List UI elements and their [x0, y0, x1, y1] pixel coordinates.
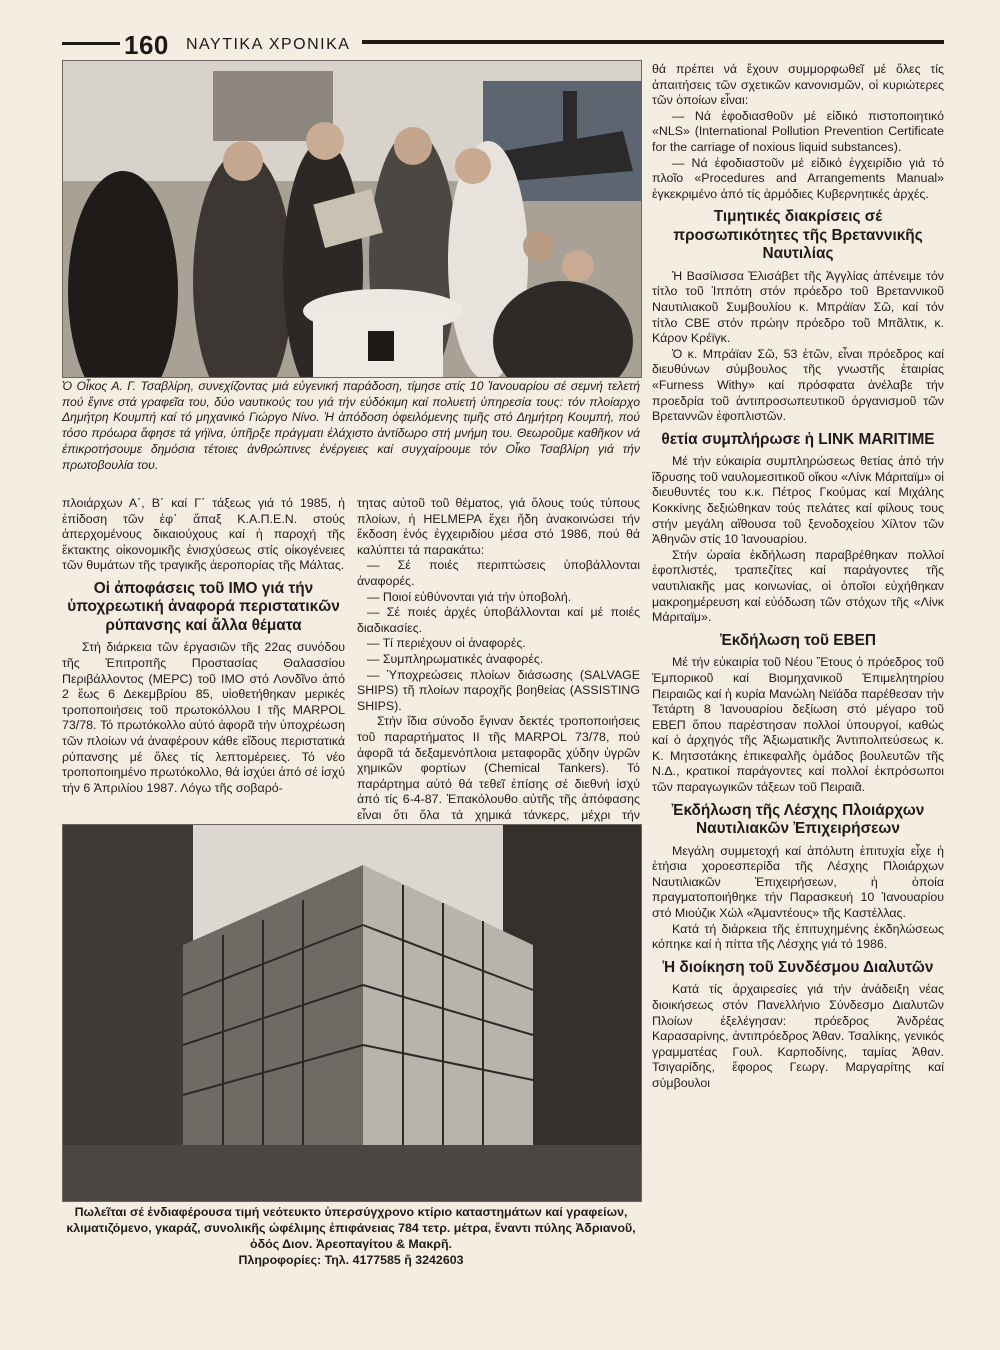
building-photo	[62, 824, 642, 1202]
captains-club-heading: Ἐκδήλωση τῆς Λέσχης Πλοιάρχων Ναυτιλιακῶν Ἐπιχειρήσεων	[671, 801, 925, 838]
helmepa-paragraph: τητας αὐτοῦ τοῦ θέματος, γιά ὅλους τούς τύπους πλοίων, ἡ HELMEPA ἔχει ἤδη ἀνακοινώσει τήν ἔκδοση ἑνός ἐγχειριδίου μέσα στό 1986, πού θά καλύπτει τά παρακάτω:	[357, 496, 640, 557]
list-item: — Σέ ποιές περιπτώσεις ὑποβάλλονται ἀναφορές.	[357, 558, 640, 588]
photo-building-icon	[63, 825, 641, 1201]
right-intro: θά πρέπει νά ἔχουν συμμορφωθεῖ μέ ὅλες τίς ἀπαιτήσεις τῶν σχετικῶν κανονισμῶν, οἱ κυριώτερες τῶν ὁποίων εἶναι:	[652, 62, 944, 108]
photo-ceremony-icon	[63, 61, 641, 377]
header-rule-right	[362, 40, 944, 44]
link-maritime-paragraph-1: Μέ τήν εὐκαιρία συμπληρώσεως θετίας ἀπό τήν ἵδρυσης τοῦ ναυλομεσιτικοῦ οἴκου «Λίνκ Μάριταϊμ» οἱ διευθυντές του κ.κ. Πέτρος Γκούμας καί Μιχάλης Κοκκίνης δεξιώθηκαν τούς πελάτες καί φίλους τους στήν μεγάλη αἴθουσα τοῦ ξενοδοχείου Χίλτον τῶν Ἀθηνῶν στίς 10 Ἰανουαρίου.	[652, 454, 944, 547]
ad-text: Πωλεῖται σέ ἐνδιαφέρουσα τιμή νεότευκτο ὑπερσύγχρονο κτίριο καταστημάτων καί γραφείων, κλιματιζόμενο, γκαράζ, συνολικῆς ὠφέλιμης ἐπιφάνειας 784 τετρ. μέτρα, ἔναντι πύλης Ἀδριανοῦ, ὁδός Διον. Ἀρεοπαγίτου & Μακρῆ.	[66, 1205, 636, 1251]
nls-item: — Νά ἐφοδιασθοῦν μέ εἰδικό πιστοποιητικό «NLS» (International Pollution Prevention Certificate for the carriage of noxious liquid substances).	[652, 108, 944, 154]
header-rule-left	[62, 42, 120, 45]
list-item: — Ποιοί εὐθύνονται γιά τήν ὑποβολή.	[367, 589, 572, 604]
list-item: — Σέ ποιές ἀρχές ὑποβάλλονται καί μέ ποιές διαδικασίες.	[357, 605, 640, 635]
column-left	[62, 496, 345, 796]
photo-caption: Ὁ Οἶκος Α. Γ. Τσαβλίρη, συνεχίζοντας μιά εὐγενική παράδοση, τίμησε στίς 10 Ἰανουαρίου σέ σεμνή τελετή πού ἔγινε στά γραφεῖα του, δύο ναυτικούς του γιά τήν εὐδόκιμη καί πολυετή ὑπηρεσία τους: τόν πλοίαρχο Δημήτρη Κουμπή καί τό μηχανικό Γιώργο Νίνο. Ἡ ἀπόδοση ὀφειλόμενης τιμῆς στό Δημήτρη Κουμπή, πού τόσο πρόωρα ἄφησε τά γήϊνα, ὑπῆρξε πράγματι ἐλάχιστο ἀντίδωρο στή μνήμη του. Θεωροῦμε καθῆκον νά ἐπικροτήσουμε δημόσια τέτοιες ἀνθρώπινες ἐνέργειες καί συγχαίρουμε τόν Οἶκο Τσαβλίρη γιά τήν πρωτοβουλία του.	[62, 379, 640, 472]
ceremony-photo	[62, 60, 642, 378]
list-item: — Συμπληρωματικές ἀναφορές.	[367, 651, 544, 666]
manual-item: — Νά ἐφοδιαστοῦν μέ εἰδικό ἐγχειρίδιο γιά τό πλοῖο «Procedures and Arrangements Manual» ἐγκεκριμένο ἀπό τίς ἁρμόδιες Κυβερνητικές ἀρχές.	[652, 155, 944, 201]
imo-paragraph: Στή διάρκεια τῶν ἐργασιῶν τῆς 22ας συνόδου τῆς Ἐπιτροπῆς Προστασίας Θαλασσίου Περιβάλλοντος (MEPC) τοῦ ΙΜΟ στό Λονδῖνο ἀπό 2 ἕως 6 Δεκεμβρίου 85, υἱοθετήθηκαν μερικές τροποποιήσεις τοῦ πρωτοκόλλου I τῆς MARPOL 73/78. Τό πρωτόκολλο αὐτό ἀφορᾶ τήν ὑποχρέωση τῶν πλοίων νά ἀναφέρουν κάθε εἴδους περιστατικά ρύπανσης μέ ὅλες τίς λεπτομέρειες. Τό νέο τροποποιημένο πρωτόκολλο, θά ἰσχύει ἀπό σέ ἰσχύ τήν 6 Ἀπριλίου 1987. Λόγω τῆς σοβαρό-	[62, 640, 345, 795]
link-maritime-heading: θετία συμπλήρωσε ἡ LINK MARITIME	[661, 430, 935, 448]
marpol-paragraph: Στήν ἴδια σύνοδο ἔγιναν δεκτές τροποποιήσεις τοῦ παραρτήματος II τῆς MARPOL 73/78, πού ἀφορᾶ τά δεξαμενόπλοια μεταφορᾶς χύδην ὑγρῶν χημικῶν φορτίων (Chemical Tankers). Τό παράρτημα αὐτό θά τεθεῖ ἐπίσης σέ διεθνή ἰσχύ ἀπό τίς 6-4-87. Ἐπακόλουθο αὐτῆς τῆς ἀπόφασης εἶναι ὅτι ὅλα τά χημικά τάνκερς, μέχρι τήν	[357, 714, 640, 822]
honours-paragraph-2: Ὁ κ. Μπράϊαν Σῶ, 53 ἐτῶν, εἶναι πρόεδρος καί διευθύνων σύμβουλος τῆς γνωστῆς ἑταιρίας «Furness Withy» καί πρόσφατα ἀνέλαβε τήν προεδρία τοῦ ἀντιπροσωπευτικοῦ ὀργανισμοῦ τῶν Βρεταννῶν ἐφοπλιστῶν.	[652, 346, 944, 424]
list-item: — Τί περιέχουν οἱ ἀναφορές.	[367, 636, 526, 651]
ebep-paragraph: Μέ τήν εὐκαιρία τοῦ Νέου Ἔτους ὁ πρόεδρος τοῦ Ἐμπορικοῦ καί Βιομηχανικοῦ Ἐπιμελητηρίου Πειραιῶς καί ἡ κυρία Μανώλη Νεϊάδα παρέθεσαν τήν Τετάρτη 8 Ἰανουαρίου δεξίωση στό μέγαρο τοῦ ΕΒΕΠ ὅπου παρέστησαν πολλοί ὑπουργοί, καθώς καί ὁ ἀρχηγός τῆς Ἀξιωματικῆς Ἀντιπολιτεύσεως κ. Κ. Μητσοτάκης ἐπικεφαλῆς ὁμάδος βουλευτῶν τῆς Ν.Δ., κρατικοί παράγοντες καί πολλοί ἐκπρόσωποι τῶν παραγωγικῶν τάξεων τοῦ Πειραιᾶ.	[652, 655, 944, 795]
column-left-intro: πλοιάρχων Α΄, Β΄ καί Γ΄ τάξεως γιά τό 1985, ἡ ἐπίδοση τῶν ἐφ᾿ ἅπαξ Κ.Α.Π.Ε.Ν. στούς ἀπερχομένους δικαιούχους καί ἡ παροχή τῆς ἔκτακτης οἰκονομικῆς ἐνισχύσεως στίς οἰκογένειες τῶν θυμάτων τῆς τραγικῆς ἀεροπορίας τῆς Μάλτας.	[62, 496, 345, 573]
captains-club-paragraph-1: Μεγάλη συμμετοχή καί ἀπόλυτη ἐπιτυχία εἶχε ἡ ἐτήσια χοροεσπερίδα τῆς Λέσχης Πλοιάρχων Ναυτιλιακῶν Ἐπιχειρήσεων, ἡ ὁποία πραγματοποιήθηκε τήν Παρασκευή 10 Ἰανουαρίου στό Μιούζικ Χώλ «Ἀμαντέους» τῆς Καστέλλας.	[652, 843, 944, 921]
helmepa-list	[357, 558, 640, 714]
column-right	[652, 62, 944, 1091]
column-middle	[357, 496, 640, 839]
shipbreakers-paragraph: Κατά τίς ἀρχαιρεσίες γιά τήν ἀνάδειξη νέας διοικήσεως στόν Πανελλήνιο Σύνδεσμο Διαλυτῶν Πλοίων ἐξελέγησαν: πρόεδρος Ἀνδρέας Καρασαρίνης, ἀντιπρόεδρος Ἀθαν. Τσαλίκης, γενικός γραμματέας Γουλ. Καρποδίνης, ταμίας Ἀθαν. Τσιγαρίδης, ἔφορος Γεωργ. Μαργαρίτης καί σύμβουλοι	[652, 982, 944, 1090]
honours-heading: Τιμητικές διακρίσεις σέ προσωπικότητες τῆς Βρεταννικῆς Ναυτιλίας	[673, 208, 923, 263]
honours-paragraph-1: Ἡ Βασίλισσα Ἐλισάβετ τῆς Ἀγγλίας ἀπένειμε τόν τίτλο τοῦ Ἱππότη στόν πρόεδρο τοῦ Βρεταννικοῦ Ναυτιλιακοῦ Συμβουλίου κ. Μπράϊαν Σῶ, καί τόν τίτλο CBE στόν πρώην πρόεδρο τοῦ Μπᾶλτικ, κ. Κάρον Κρέϊγκ.	[652, 268, 944, 346]
captains-club-paragraph-2: Κατά τή διάρκεια τῆς ἐπιτυχημένης ἐκδηλώσεως κόπηκε καί ἡ πίττα τῆς Λέσχης γιά τό 1986.	[652, 921, 944, 952]
ad-contact: Πληροφορίες: Τηλ. 4177585 ἤ 3242603	[238, 1253, 464, 1267]
ebep-heading: Ἐκδήλωση τοῦ ΕΒΕΠ	[720, 631, 876, 649]
shipbreakers-heading: Ἡ διοίκηση τοῦ Συνδέσμου Διαλυτῶν	[662, 958, 934, 976]
list-item: — Ὑποχρεώσεις πλοίων διάσωσης (SALVAGE SHIPS) τῆ πλοίων παροχῆς βοηθείας (ASSISTING SHIPS).	[357, 667, 640, 713]
page-number: 160	[124, 30, 169, 60]
sale-advertisement	[62, 1204, 640, 1268]
imo-heading: Οἱ ἀποφάσεις τοῦ ΙΜΟ γιά τήν ὑποχρεωτική ἀναφορά περιστατικῶν ρύπανσης καί ἄλλα θέματα	[67, 579, 340, 634]
magazine-title: ΝΑΥΤΙΚΑ ΧΡΟΝΙΚΑ	[186, 36, 351, 53]
page-header	[62, 30, 944, 60]
link-maritime-paragraph-2: Στήν ὡραία ἐκδήλωση παραβρέθηκαν πολλοί ἐφοπλιστές, τραπεζίτες καί παράγοντες τῆς ναυτιλιακῆς μας κοινωνίας, οἱ ὁποῖοι εὐχήθηκαν μακροημέρευση καί εὐόδωση τῶν στόχων τῆς «Λίνκ Μάριταϊμ».	[652, 547, 944, 625]
